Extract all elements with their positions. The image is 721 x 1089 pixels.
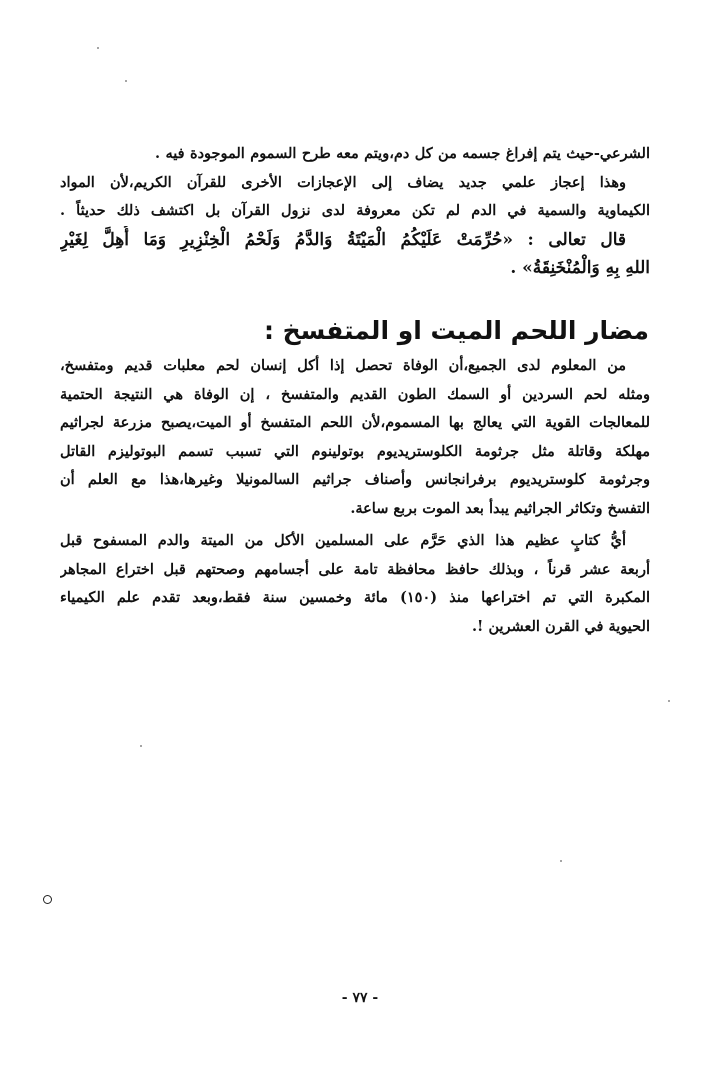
text-line: أربعة عشر قرناً ، وبذلك حافظ محافظة تامة على أجسامهم وصحتهم قبل اختراع المجاهر <box>60 560 650 578</box>
quran-verse-line: قال تعالى : «حُرِّمَتْ عَلَيْكُمُ الْمَيْتَةُ وَالدَّمُ وَلَحْمُ الْخِنْزِيرِ وَمَا أُهِلَّ لِغَيْرِ <box>60 229 626 250</box>
section-heading: مضار اللحم الميت او المتفسخ : <box>263 316 649 345</box>
scan-speck <box>140 745 142 747</box>
quran-verse-line: اللهِ بِهِ وَالْمُنْخَنِقَةُ» . <box>510 258 650 278</box>
intro-paragraph <box>60 140 650 283</box>
text-line: الكيماوية والسمية في الدم لم تكن معروفة لدى نزول القرآن بل اكتشف ذلك حديثاً . <box>60 202 650 219</box>
text-line: وجرثومة كلوستريديوم برفرانجانس وأصناف جراثيم السالمونيلا وغيرها،هذا مع العلم أن <box>60 471 650 488</box>
text-line: الشرعي-حيث يتم إفراغ جسمه من كل دم،ويتم معه طرح السموم الموجودة فيه . <box>155 145 650 162</box>
text-line: ومثله لحم السردين أو السمك الطون القديم والمتفسخ ، إن الوفاة هي النتيجة الحتمية <box>60 385 650 403</box>
margin-circle-mark <box>43 895 52 904</box>
text-line: من المعلوم لدى الجميع،أن الوفاة تحصل إذا أكل إنسان لحم معلبات قديم ومتفسخ، <box>60 357 626 374</box>
scan-speck <box>125 80 127 82</box>
text-line: التفسخ وتكاثر الجراثيم يبدأ بعد الموت بربع ساعة. <box>350 499 650 517</box>
page-number: - ٧٧ - <box>341 990 379 1006</box>
text-line: وهذا إعجاز علمي جديد يضاف إلى الإعجازات الأخرى للقرآن الكريم،لأن المواد <box>60 173 626 191</box>
text-line: للمعالجات القوية التي يعالج بها المسموم،لأن اللحم المتفسخ أو الميت،يصبح مزرعة لجراثيم <box>60 414 650 431</box>
scan-speck <box>668 700 670 702</box>
text-line: أيُّ كتابٍ عظيم هذا الذي حَرَّم على المسلمين الأكل من الميتة والدم المسفوح قبل <box>60 532 626 549</box>
text-line: مهلكة وقاتلة مثل جرثومة الكلوستريديوم بوتولينوم التي تسبب تسمم البوتوليزم القاتل <box>60 442 650 460</box>
text-line: الحيوية في القرن العشرين !. <box>472 617 650 635</box>
body-paragraph-2 <box>60 527 650 641</box>
scan-speck <box>560 860 562 862</box>
body-paragraph-1 <box>60 352 650 523</box>
text-line: المكبرة التي تم اختراعها منذ (١٥٠) مائة وخمسين سنة فقط،وبعد تقدم علم الكيمياء <box>60 589 650 606</box>
scan-speck <box>97 47 99 49</box>
